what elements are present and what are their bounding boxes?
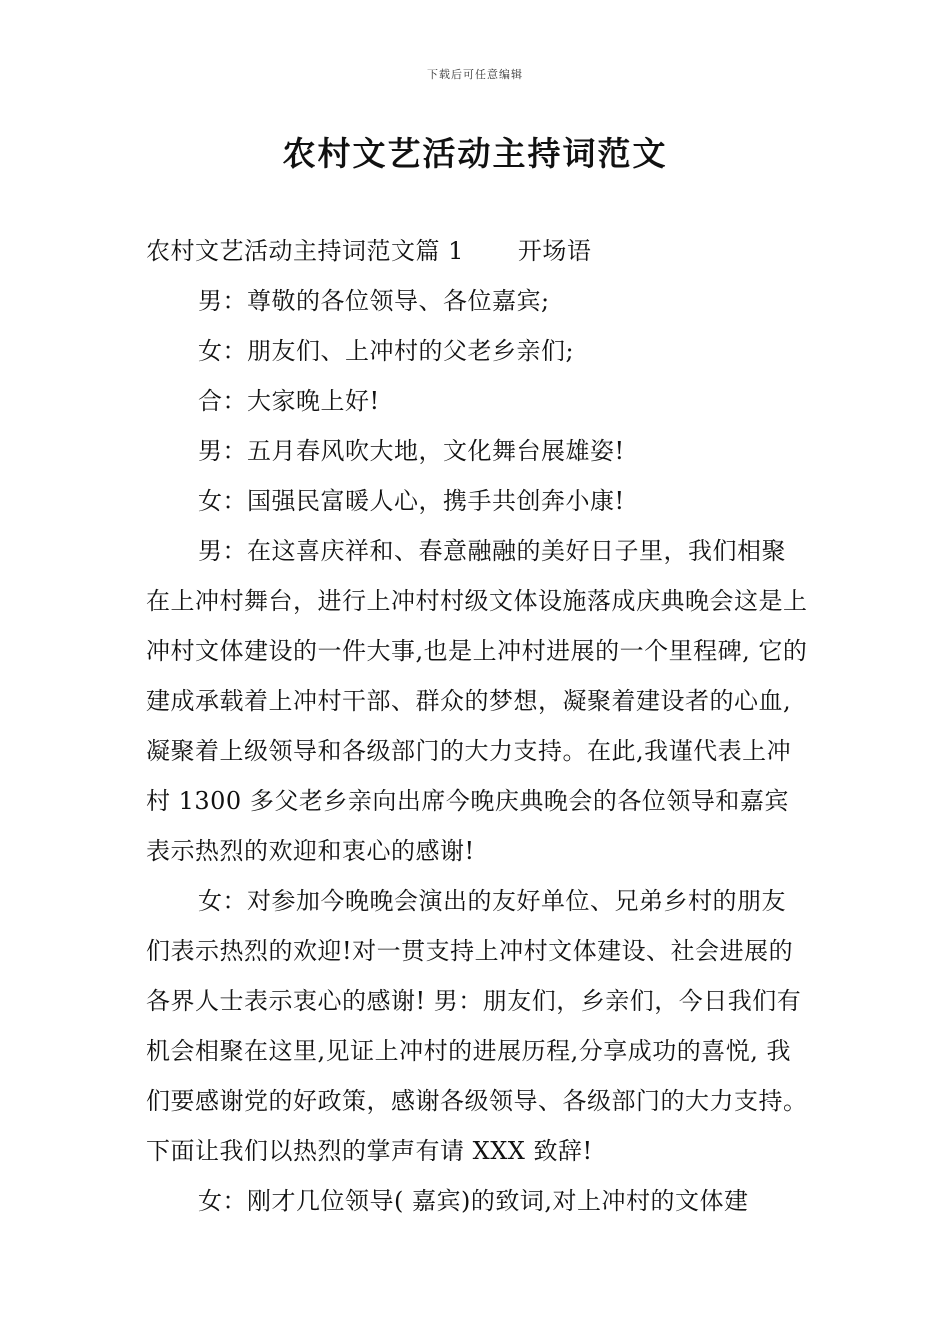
- paragraph: 女：国强民富暖人心，携手共创奔小康!: [198, 487, 625, 515]
- paragraph: 男：五月春风吹大地，文化舞台展雄姿!: [198, 437, 625, 465]
- paragraph: 女：朋友们、上冲村的父老乡亲们;: [198, 337, 575, 365]
- section-heading-sub: 开场语: [517, 237, 592, 265]
- paragraph: 女：对参加今晚晚会演出的友好单位、兄弟乡村的朋友们表示热烈的欢迎!对一贯支持上冲村文体建设、社会进展的各界人士表示衷心的感谢! 男：朋友们，乡亲们，今日我们有机会相聚在这里,见证上冲村的进展历程,分享成功的喜悦, 我们要感谢党的好政策，感谢各级领导、各级部门的大力支持。下面让我们以热烈的掌声有请 XXX 致辞!: [146, 887, 808, 1165]
- header-note: 下载后可任意编辑: [427, 68, 523, 81]
- paragraph: 合：大家晚上好!: [198, 387, 380, 415]
- paragraph: 女：刚才几位领导( 嘉宾)的致词,对上冲村的文体建: [198, 1187, 749, 1215]
- paragraph: 男：在这喜庆祥和、春意融融的美好日子里，我们相聚在上冲村舞台，进行上冲村村级文体设施落成庆典晚会这是上冲村文体建设的一件大事,也是上冲村进展的一个里程碑, 它的建成承载着上冲村干部、群众的梦想，凝聚着建设者的心血,凝聚着上级领导和各级部门的大力支持。在此,我谨代表上冲村 1300 多父老乡亲向出席今晚庆典晚会的各位领导和嘉宾表示热烈的欢迎和衷心的感谢!: [146, 537, 808, 865]
- section-heading: [146, 226, 808, 276]
- document-title: 农村文艺活动主持词范文: [282, 134, 668, 173]
- section-heading-label: 农村文艺活动主持词范文篇 1: [146, 237, 464, 265]
- paragraph: 男：尊敬的各位领导、各位嘉宾;: [198, 287, 550, 315]
- document-body: [146, 226, 808, 1226]
